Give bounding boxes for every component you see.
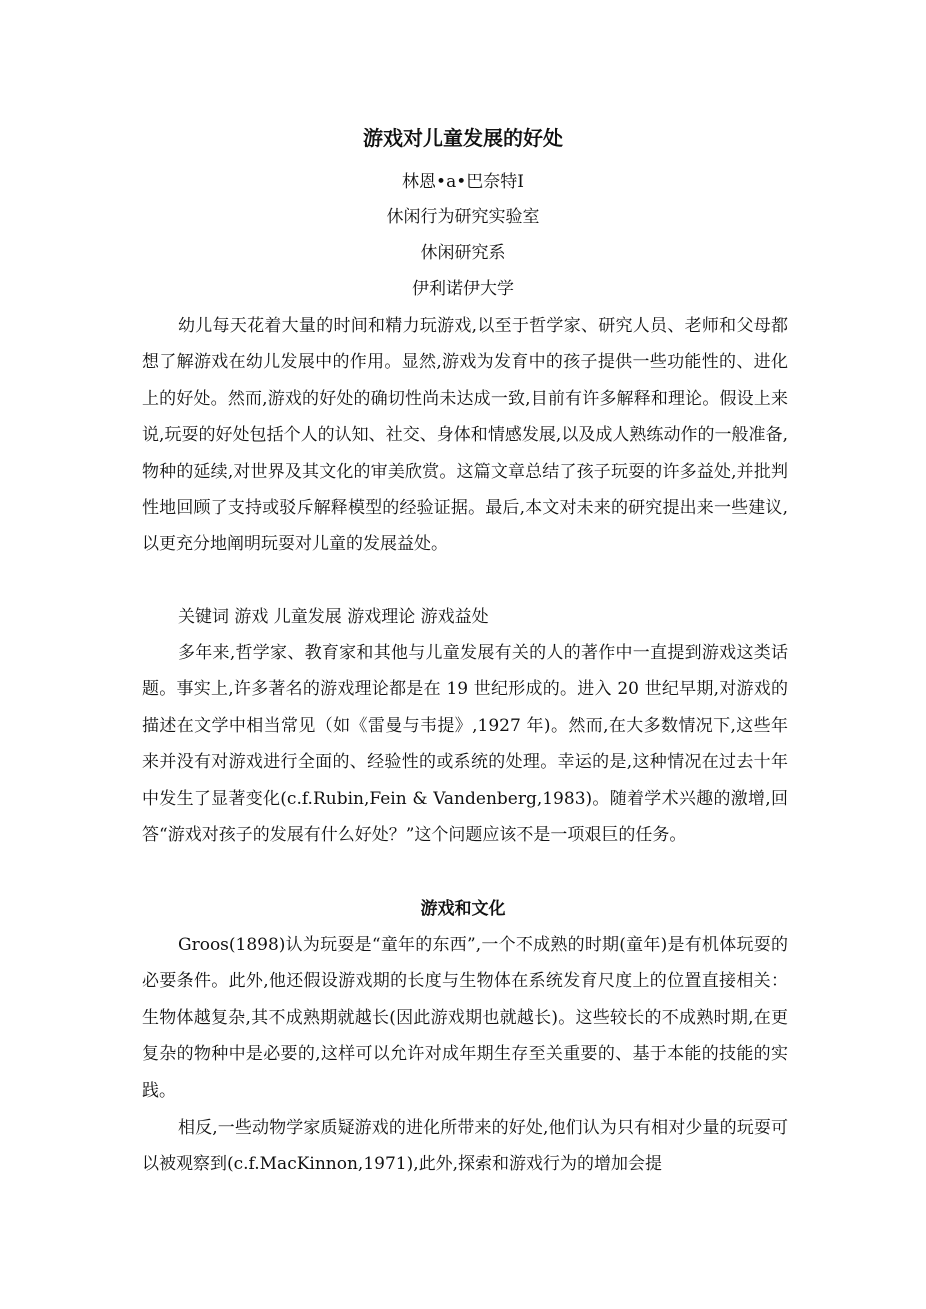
author-name: 林恩•a•巴奈特Ⅰ	[402, 172, 524, 192]
affiliation-university: 伊利诺伊大学	[412, 279, 514, 299]
abstract-paragraph: 幼儿每天花着大量的时间和精力玩游戏,以至于哲学家、研究人员、老师和父母都想了解游戏在幼儿发展中的作用。显然,游戏为发育中的孩子提供一些功能性的、进化上的好处。然而,游戏的好处的确切性尚未达成一致,目前有许多解释和理论。假设上来说,玩耍的好处包括个人的认知、社交、身体和情感发展,以及成人熟练动作的一般准备,物种的延续,对世界及其文化的审美欣赏。这篇文章总结了孩子玩耍的许多益处,并批判性地回顾了支持或驳斥解释模型的经验证据。最后,本文对未来的研究提出来一些建议,以更充分地阐明玩耍对儿童的发展益处。	[142, 316, 788, 555]
section-heading: 游戏和文化	[420, 899, 506, 919]
document-title: 游戏对儿童发展的好处	[363, 126, 563, 150]
section-paragraph-1: Groos(1898)认为玩耍是“童年的东西”,一个不成熟的时期(童年)是有机体玩耍的必要条件。此外,他还假设游戏期的长度与生物体在系统发育尺度上的位置直接相关：生物体越复杂,其不成熟期就越长(因此游戏期也就越长)。这些较长的不成熟时期,在更复杂的物种中是必要的,这样可以允许对成年期生存至关重要的、基于本能的技能的实践。	[142, 935, 788, 1101]
section-paragraph-2: 相反,一些动物学家质疑游戏的进化所带来的好处,他们认为只有相对少量的玩耍可以被观察到(c.f.MacKinnon,1971),此外,探索和游戏行为的增加会提	[142, 1118, 788, 1175]
intro-paragraph: 多年来,哲学家、教育家和其他与儿童发展有关的人的著作中一直提到游戏这类话题。事实上,许多著名的游戏理论都是在 19 世纪形成的。进入 20 世纪早期,对游戏的描述在文学中相当常见（如《雷曼与韦提》,1927 年)。然而,在大多数情况下,这些年来并没有对游戏进行全面的、经验性的或系统的处理。幸运的是,这种情况在过去十年中发生了显著变化(c.f.Rubin,Fein & Vandenberg,1983)。随着学术兴趣的激增,回答“游戏对孩子的发展有什么好处？”这个问题应该不是一项艰巨的任务。	[142, 643, 788, 846]
affiliation-department: 休闲研究系	[420, 243, 506, 263]
affiliation-lab: 休闲行为研究实验室	[386, 207, 540, 227]
keywords-line: 关键词 游戏 儿童发展 游戏理论 游戏益处	[178, 607, 489, 627]
